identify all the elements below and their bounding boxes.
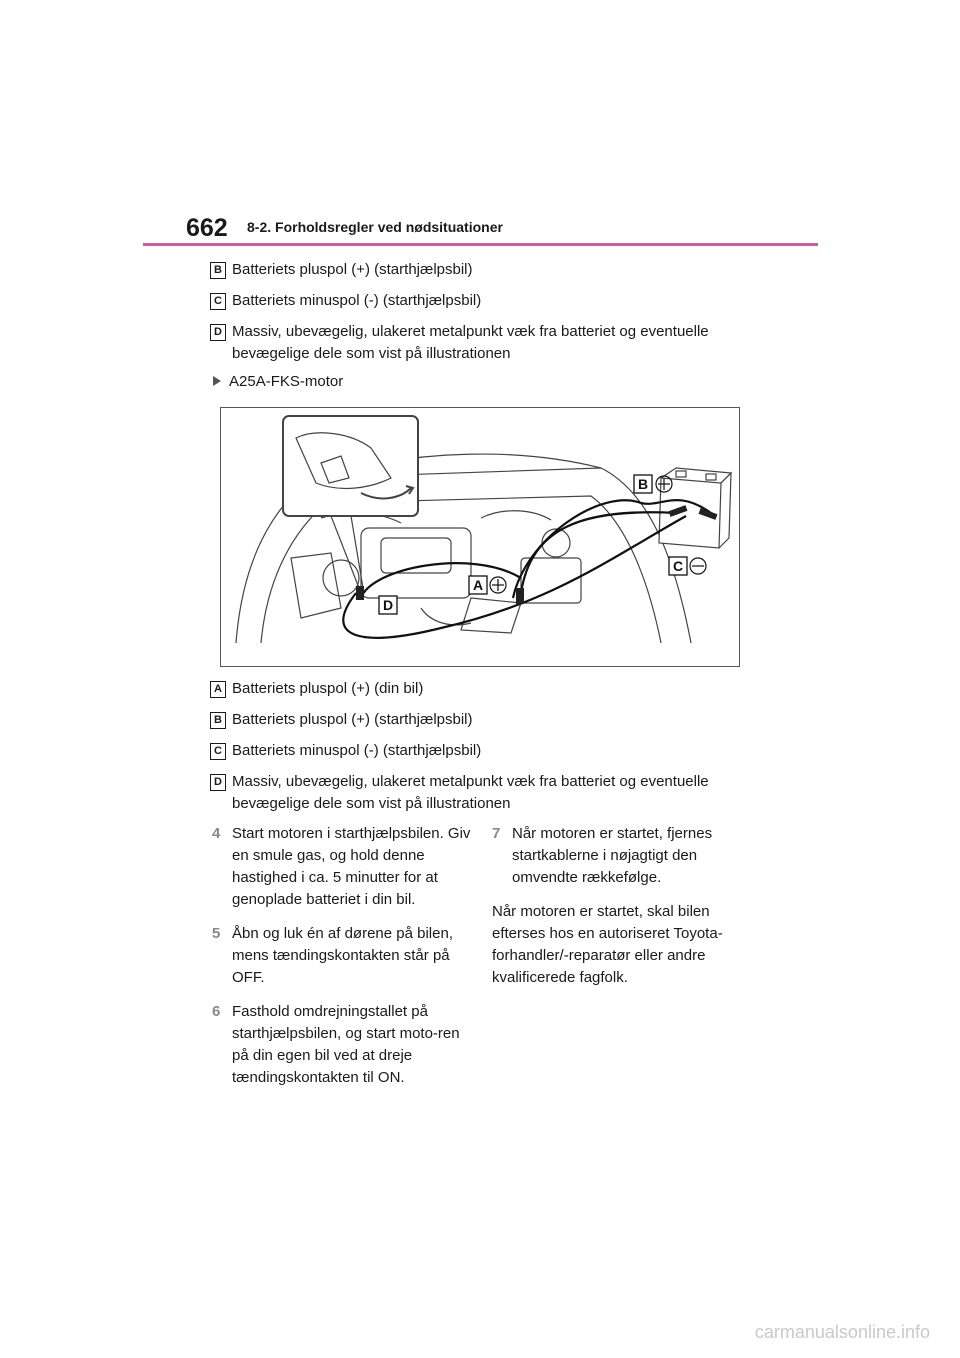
- step-7: [492, 823, 750, 889]
- figure-label-a: A: [472, 577, 484, 593]
- legend-item-c: [210, 740, 770, 762]
- step-number: 6: [212, 1003, 221, 1020]
- jump-start-illustration: [220, 407, 740, 667]
- legend-item-a: [210, 678, 770, 700]
- watermark: carmanualsonline.info: [754, 1322, 930, 1342]
- tag-d: D: [210, 774, 226, 791]
- engine-label: A25A-FKS-motor: [229, 373, 344, 390]
- step-6: [212, 1001, 472, 1089]
- step-text: Fasthold omdrejningstallet på starthjælpsbilen, og start moto-ren på din egen bil ved at dreje tændingskontakten til ON.: [232, 1003, 460, 1086]
- tag-b: B: [210, 712, 226, 729]
- steps-right-column: [492, 823, 750, 989]
- figure-label-b: B: [637, 476, 649, 492]
- after-start-paragraph: Når motoren er startet, skal bilen efterses hos en autoriseret Toyota-forhandler/-reparatør eller andre kvalificerede fagfolk.: [492, 903, 723, 986]
- step-number: 4: [212, 825, 221, 842]
- legend-text: Batteriets minuspol (-) (starthjælpsbil): [232, 742, 482, 759]
- legend-text: Batteriets pluspol (+) (starthjælpsbil): [232, 711, 473, 728]
- legend-item-b: [210, 709, 770, 731]
- legend-text: Batteriets minuspol (-) (starthjælpsbil): [232, 292, 482, 309]
- legend-text: Batteriets pluspol (+) (din bil): [232, 680, 424, 697]
- step-5: [212, 923, 472, 989]
- step-number: 5: [212, 925, 221, 942]
- tag-a: A: [210, 681, 226, 698]
- tag-b: B: [210, 262, 226, 279]
- figure-label-c: C: [672, 558, 684, 574]
- figure-label-d: D: [382, 597, 394, 613]
- tag-c: C: [210, 293, 226, 310]
- tag-c: C: [210, 743, 226, 760]
- steps-left-column: [212, 823, 472, 1101]
- legend-item-b: [210, 259, 770, 281]
- engine-bay-drawing: [221, 408, 740, 667]
- step-text: Når motoren er startet, fjernes startkablerne i nøjagtigt den omvendte rækkefølge.: [512, 825, 713, 886]
- legend-text: Massiv, ubevægelig, ulakeret metalpunkt væk fra batteriet og eventuelle bevægelige dele som vist på illustrationen: [232, 323, 709, 362]
- section-title: 8-2. Forholdsregler ved nødsituationer: [247, 219, 503, 235]
- legend-bottom: [210, 678, 770, 815]
- legend-item-d: [210, 321, 770, 365]
- legend-top: [210, 259, 770, 365]
- page-number: 662: [186, 214, 228, 242]
- triangle-bullet-icon: [213, 376, 221, 386]
- legend-text: Massiv, ubevægelig, ulakeret metalpunkt væk fra batteriet og eventuelle bevægelige dele som vist på illustrationen: [232, 773, 709, 812]
- legend-item-d: [210, 771, 770, 815]
- step-4: [212, 823, 472, 911]
- legend-text: Batteriets pluspol (+) (starthjælpsbil): [232, 261, 473, 278]
- step-text: Åbn og luk én af dørene på bilen, mens tændingskontakten står på OFF.: [232, 925, 453, 986]
- engine-heading: [213, 373, 343, 390]
- tag-d: D: [210, 324, 226, 341]
- step-text: Start motoren i starthjælpsbilen. Giv en smule gas, og hold denne hastighed i ca. 5 minutter for at genoplade batteriet i din bil.: [232, 825, 471, 908]
- header-rule: [143, 243, 818, 246]
- step-number: 7: [492, 825, 501, 842]
- legend-item-c: [210, 290, 770, 312]
